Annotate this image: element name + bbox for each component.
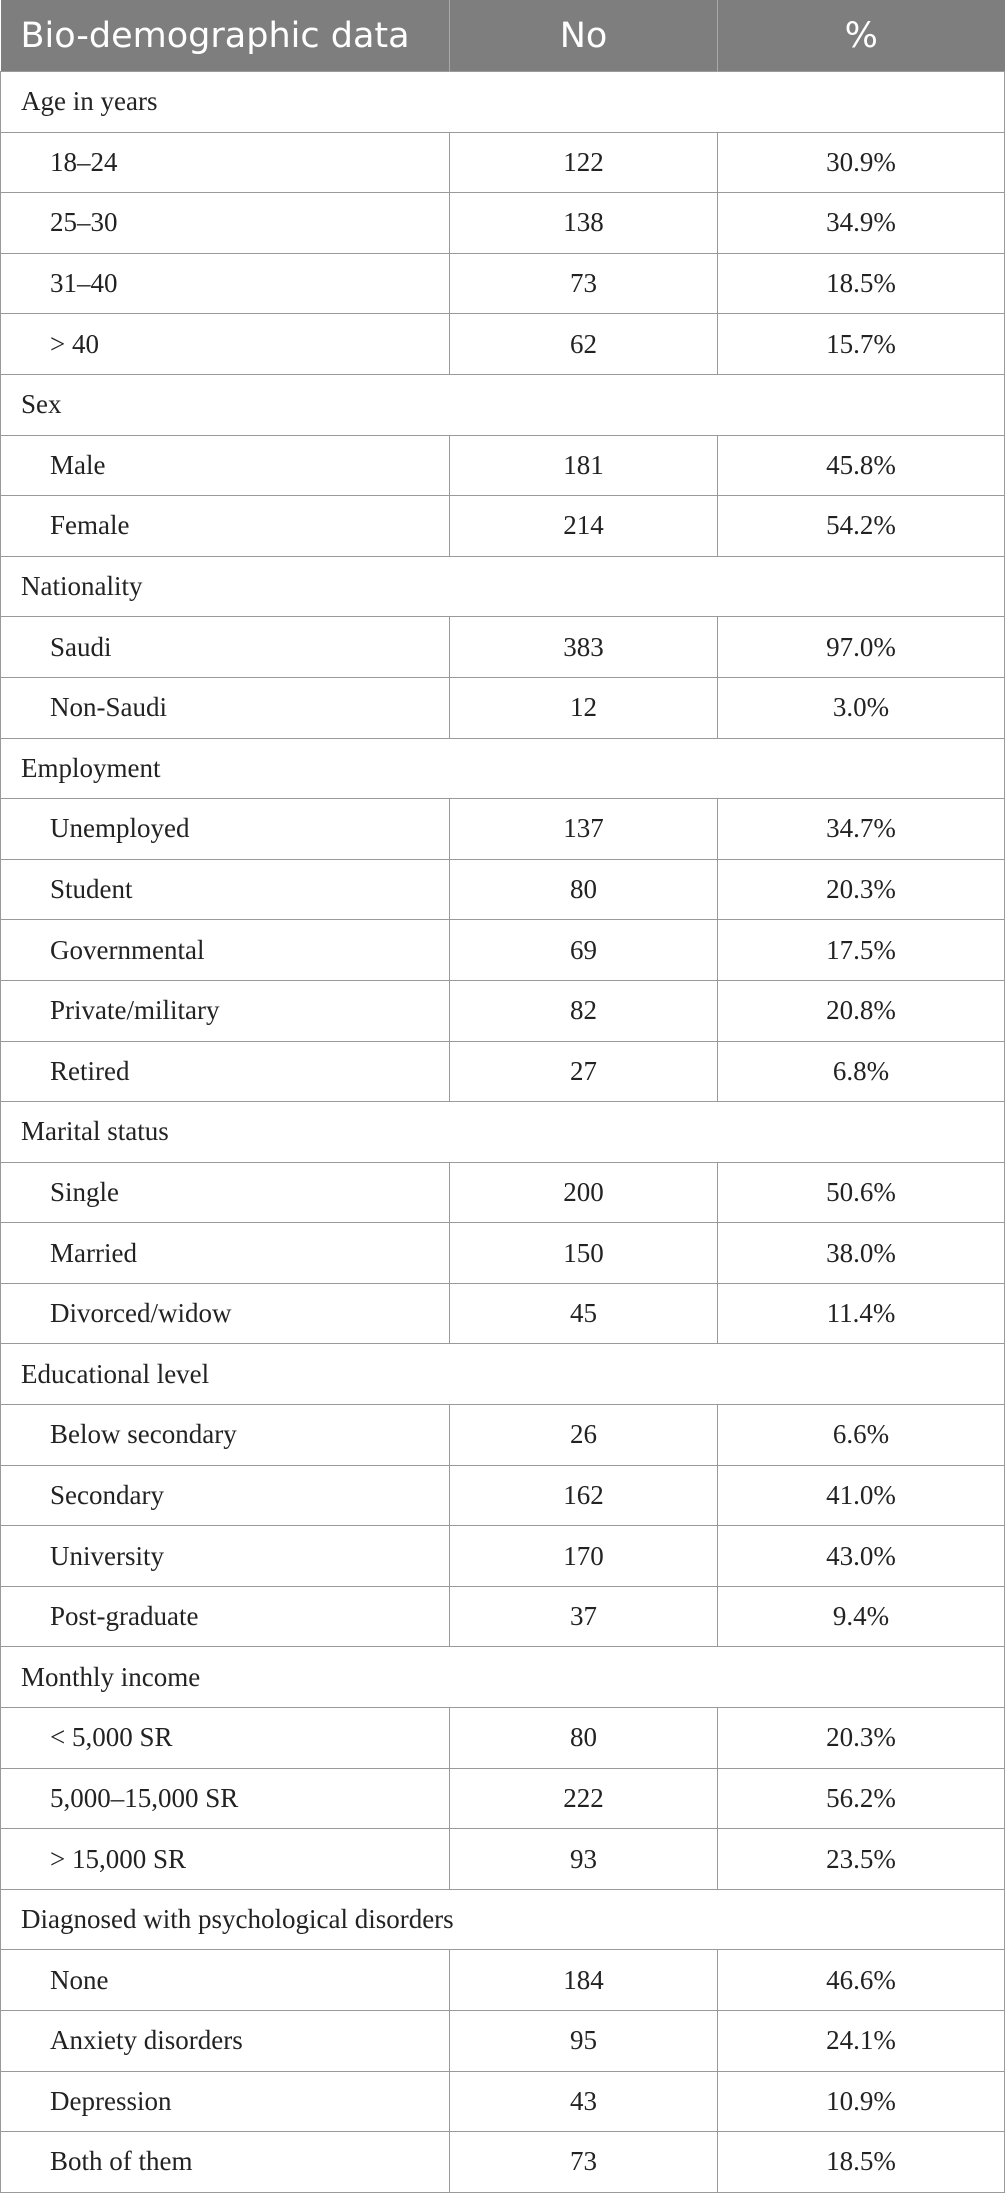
row-count: 383 xyxy=(450,617,718,678)
row-percent: 46.6% xyxy=(718,1950,1005,2011)
group-title: Age in years xyxy=(1,72,1005,133)
row-count: 82 xyxy=(450,980,718,1041)
table-row xyxy=(1,435,1005,496)
row-label: Divorced/widow xyxy=(1,1283,450,1344)
row-count: 45 xyxy=(450,1283,718,1344)
row-percent: 23.5% xyxy=(718,1829,1005,1890)
group-row xyxy=(1,556,1005,617)
table-row xyxy=(1,617,1005,678)
row-percent: 6.6% xyxy=(718,1405,1005,1466)
table-row xyxy=(1,314,1005,375)
row-count: 12 xyxy=(450,677,718,738)
table-row xyxy=(1,799,1005,860)
table-row xyxy=(1,1950,1005,2011)
row-label: Anxiety disorders xyxy=(1,2011,450,2072)
header-bio-demographic-data: Bio-demographic data xyxy=(1,0,450,72)
table-row xyxy=(1,496,1005,557)
row-percent: 38.0% xyxy=(718,1223,1005,1284)
row-label: > 15,000 SR xyxy=(1,1829,450,1890)
row-label: Student xyxy=(1,859,450,920)
row-label: Private/military xyxy=(1,980,450,1041)
row-label: Unemployed xyxy=(1,799,450,860)
group-title: Nationality xyxy=(1,556,1005,617)
row-percent: 20.3% xyxy=(718,859,1005,920)
row-label: Depression xyxy=(1,2071,450,2132)
row-percent: 30.9% xyxy=(718,132,1005,193)
group-row xyxy=(1,1647,1005,1708)
row-percent: 56.2% xyxy=(718,1768,1005,1829)
row-percent: 18.5% xyxy=(718,2132,1005,2193)
row-label: Both of them xyxy=(1,2132,450,2193)
row-count: 181 xyxy=(450,435,718,496)
row-label: University xyxy=(1,1526,450,1587)
table-body xyxy=(1,72,1005,2193)
group-title: Diagnosed with psychological disorders xyxy=(1,1889,1005,1950)
table-row xyxy=(1,253,1005,314)
row-label: Secondary xyxy=(1,1465,450,1526)
row-percent: 45.8% xyxy=(718,435,1005,496)
table-row xyxy=(1,1708,1005,1769)
row-count: 184 xyxy=(450,1950,718,2011)
table-row xyxy=(1,1041,1005,1102)
row-percent: 9.4% xyxy=(718,1586,1005,1647)
row-label: Post-graduate xyxy=(1,1586,450,1647)
group-title: Educational level xyxy=(1,1344,1005,1405)
row-label: Non-Saudi xyxy=(1,677,450,738)
row-count: 62 xyxy=(450,314,718,375)
row-percent: 15.7% xyxy=(718,314,1005,375)
group-row xyxy=(1,1102,1005,1163)
row-label: Female xyxy=(1,496,450,557)
table-row xyxy=(1,1162,1005,1223)
row-count: 137 xyxy=(450,799,718,860)
header-no: No xyxy=(450,0,718,72)
row-percent: 54.2% xyxy=(718,496,1005,557)
row-percent: 43.0% xyxy=(718,1526,1005,1587)
group-title: Employment xyxy=(1,738,1005,799)
row-count: 26 xyxy=(450,1405,718,1466)
group-row xyxy=(1,374,1005,435)
row-label: < 5,000 SR xyxy=(1,1708,450,1769)
group-row xyxy=(1,1344,1005,1405)
row-label: Married xyxy=(1,1223,450,1284)
row-label: 5,000–15,000 SR xyxy=(1,1768,450,1829)
row-count: 214 xyxy=(450,496,718,557)
row-count: 73 xyxy=(450,2132,718,2193)
row-label: Saudi xyxy=(1,617,450,678)
row-label: None xyxy=(1,1950,450,2011)
table-row xyxy=(1,132,1005,193)
table-row xyxy=(1,1768,1005,1829)
table-row xyxy=(1,980,1005,1041)
row-count: 27 xyxy=(450,1041,718,1102)
table-header xyxy=(1,0,1005,72)
row-label: > 40 xyxy=(1,314,450,375)
group-title: Monthly income xyxy=(1,1647,1005,1708)
row-count: 43 xyxy=(450,2071,718,2132)
table-row xyxy=(1,1223,1005,1284)
header-percent: % xyxy=(718,0,1005,72)
row-count: 80 xyxy=(450,1708,718,1769)
row-percent: 17.5% xyxy=(718,920,1005,981)
row-count: 138 xyxy=(450,193,718,254)
row-count: 37 xyxy=(450,1586,718,1647)
table-row xyxy=(1,859,1005,920)
row-percent: 34.9% xyxy=(718,193,1005,254)
row-percent: 24.1% xyxy=(718,2011,1005,2072)
row-label: Retired xyxy=(1,1041,450,1102)
group-row xyxy=(1,1889,1005,1950)
row-count: 80 xyxy=(450,859,718,920)
table-row xyxy=(1,1465,1005,1526)
row-label: 31–40 xyxy=(1,253,450,314)
row-percent: 10.9% xyxy=(718,2071,1005,2132)
row-label: Male xyxy=(1,435,450,496)
row-percent: 3.0% xyxy=(718,677,1005,738)
row-percent: 41.0% xyxy=(718,1465,1005,1526)
row-count: 95 xyxy=(450,2011,718,2072)
table-row xyxy=(1,193,1005,254)
row-percent: 34.7% xyxy=(718,799,1005,860)
row-count: 162 xyxy=(450,1465,718,1526)
table-row xyxy=(1,1283,1005,1344)
group-title: Marital status xyxy=(1,1102,1005,1163)
row-count: 69 xyxy=(450,920,718,981)
group-row xyxy=(1,72,1005,133)
row-count: 200 xyxy=(450,1162,718,1223)
table-row xyxy=(1,1526,1005,1587)
table-row xyxy=(1,677,1005,738)
table-row xyxy=(1,1586,1005,1647)
table-row xyxy=(1,1829,1005,1890)
row-percent: 11.4% xyxy=(718,1283,1005,1344)
table-row xyxy=(1,2071,1005,2132)
row-percent: 6.8% xyxy=(718,1041,1005,1102)
group-row xyxy=(1,738,1005,799)
table-row xyxy=(1,920,1005,981)
row-count: 93 xyxy=(450,1829,718,1890)
row-count: 222 xyxy=(450,1768,718,1829)
row-label: 18–24 xyxy=(1,132,450,193)
row-percent: 97.0% xyxy=(718,617,1005,678)
row-count: 170 xyxy=(450,1526,718,1587)
row-percent: 50.6% xyxy=(718,1162,1005,1223)
row-label: 25–30 xyxy=(1,193,450,254)
row-percent: 20.3% xyxy=(718,1708,1005,1769)
header-row xyxy=(1,0,1005,72)
table-row xyxy=(1,2011,1005,2072)
row-label: Single xyxy=(1,1162,450,1223)
row-percent: 20.8% xyxy=(718,980,1005,1041)
row-label: Governmental xyxy=(1,920,450,981)
row-count: 122 xyxy=(450,132,718,193)
row-label: Below secondary xyxy=(1,1405,450,1466)
group-title: Sex xyxy=(1,374,1005,435)
row-percent: 18.5% xyxy=(718,253,1005,314)
table-row xyxy=(1,2132,1005,2193)
row-count: 150 xyxy=(450,1223,718,1284)
row-count: 73 xyxy=(450,253,718,314)
table-row xyxy=(1,1405,1005,1466)
